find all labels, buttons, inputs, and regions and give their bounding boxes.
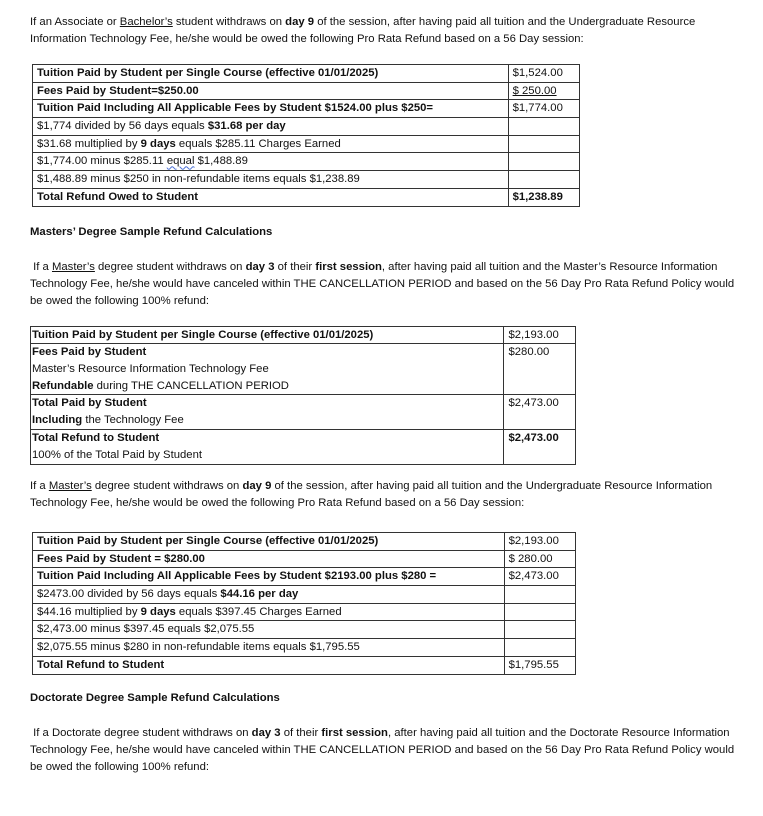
row-value [504,621,575,639]
row-value: $1,524.00 [508,65,579,83]
table-row [31,429,576,464]
row-label-bold: 9 days [140,605,176,618]
row-label-text: $1,488.89 [194,155,248,168]
row-label [33,603,505,621]
row-value: $2,193.00 [504,327,576,344]
intro-text: of the session, after having paid all tuition and the Undergraduate Resource Information Technology Fee, he/she would be owed the following Pro Rata Refund based on a 56 Day session: [30,16,696,45]
intro-text: degree student withdraws on [94,261,246,273]
row-value [504,603,575,621]
table-row [33,550,576,568]
intro-text-underlined: Master’s [51,261,95,273]
row-label-line: Fees Paid by Student [32,346,147,358]
row-label-line [32,412,497,429]
row-label-bold: 9 days [140,137,176,150]
row-label-bold: Refundable [32,379,94,392]
table-row [33,586,576,604]
row-value-text: $2,473.00 [508,431,559,444]
intro-text-bold: day 3 [245,261,275,273]
intro-text-underlined: Master’s [48,480,92,492]
row-value: $2,193.00 [504,533,575,551]
intro-text: If an Associate or [30,16,120,28]
table-row [33,135,580,153]
row-label-text: equals $397.45 Charges Earned [175,605,342,618]
row-value [508,82,579,100]
intro-text-bold: day 9 [242,480,272,492]
row-label: Tuition Paid Including All Applicable Fees by Student $2193.00 plus $280 = [33,568,505,586]
row-label [33,118,509,136]
row-label-text: $1,774 divided by 56 days equals [37,120,208,133]
row-value [504,395,576,430]
row-label [33,153,509,171]
row-label-spellcheck: equal [166,155,195,168]
row-value [504,639,575,657]
row-value-text: $280.00 [508,346,550,358]
row-value [508,171,579,189]
row-label [33,586,505,604]
table-row [31,395,576,430]
row-label: Fees Paid by Student=$250.00 [33,82,509,100]
row-label: Tuition Paid by Student per Single Course (effective 01/01/2025) [33,65,509,83]
row-label-line: Master’s Resource Information Technology Fee [32,362,269,375]
row-label: Total Refund to Student [33,656,505,674]
row-label-text: the Technology Fee [82,414,184,427]
row-label: Total Refund Owed to Student [33,188,509,206]
row-label-text: $2473.00 divided by 56 days equals [37,588,221,601]
row-value [504,586,575,604]
table-row [33,656,576,674]
table-row [33,603,576,621]
row-value [504,429,576,464]
doctorate-intro-paragraph [30,725,736,776]
row-value: $ 280.00 [504,550,575,568]
row-label-line: Total Refund to Student [32,431,160,444]
row-label [31,395,504,430]
table-row [33,171,580,189]
row-value-text: $2,473.00 [508,397,559,410]
row-value: $1,238.89 [508,188,579,206]
row-label [33,135,509,153]
row-label-text: during THE CANCELLATION PERIOD [93,379,289,392]
table-row [33,82,580,100]
row-label: Fees Paid by Student = $280.00 [33,550,505,568]
row-label-text: $31.68 multiplied by [37,137,141,150]
row-label [31,429,504,464]
masters-heading: Masters’ Degree Sample Refund Calculations [30,226,273,238]
row-value-underlined: $ 250.00 [512,84,557,97]
row-label-line: Total Paid by Student [32,397,147,410]
intro-text: , after having paid all tuition and the Master’s Resource Information Technology Fee, he/she would have canceled within THE CANCELLATION PERIOD and based on the 56 Day Pro Rata Refund Policy would be owed the following 100% refund: [30,261,735,307]
table-row [33,100,580,118]
intro-text: of their [280,727,322,739]
row-label-text: equals $285.11 Charges Earned [175,137,341,150]
row-label: $2,473.00 minus $397.45 equals $2,075.55 [33,621,505,639]
intro-text: degree student withdraws on [91,480,243,492]
table-row [33,568,576,586]
row-value: $1,774.00 [508,100,579,118]
masters-prorata-intro-paragraph [30,478,736,512]
row-label: Tuition Paid by Student per Single Course (effective 01/01/2025) [31,327,504,344]
intro-text-underlined: Bachelor’s [119,16,173,28]
table-row [31,327,576,344]
row-value [508,153,579,171]
intro-text-bold: day 3 [251,727,281,739]
table-row [33,65,580,83]
doctorate-heading: Doctorate Degree Sample Refund Calculations [30,692,280,704]
row-label [31,344,504,395]
row-label-bold: $31.68 per day [207,120,286,133]
row-label-bold: Including [32,414,83,427]
masters-cancellation-table [30,326,576,465]
intro-text: student withdraws on [172,16,286,28]
intro-text: , after having paid all tuition and the Doctorate Resource Information Technology Fee, he/she would have canceled within THE CANCELLATION PERIOD and based on the 56 Day Pro Rata Refund Policy would be owed the following 100% refund: [30,727,735,773]
table-row [33,153,580,171]
row-label-text: $1,774.00 minus $285.11 [37,155,167,168]
intro-text: of the session, after having paid all tuition and the Undergraduate Resource Information Technology Fee, he/she would be owed the following Pro Rata Refund based on a 56 Day session: [30,480,713,509]
row-value: $2,473.00 [504,568,575,586]
table-row [33,621,576,639]
table-row [33,533,576,551]
bachelor-intro-paragraph [30,14,736,48]
row-value [504,344,576,395]
table-row [33,118,580,136]
row-label: $2,075.55 minus $280 in non-refundable items equals $1,795.55 [33,639,505,657]
intro-text: If a Doctorate degree student withdraws on [33,727,252,739]
row-label-text: $44.16 multiplied by [37,605,141,618]
row-label-line: 100% of the Total Paid by Student [32,448,202,461]
row-label: Tuition Paid by Student per Single Course (effective 01/01/2025) [33,533,505,551]
intro-text: If a [33,261,52,273]
row-value [508,118,579,136]
row-value: $1,795.55 [504,656,575,674]
row-value [508,135,579,153]
bachelor-refund-table [32,64,580,207]
row-label: Tuition Paid Including All Applicable Fees by Student $1524.00 plus $250= [33,100,509,118]
table-row [33,639,576,657]
masters-intro-paragraph [30,259,736,310]
intro-text-bold: first session [315,261,382,273]
masters-prorata-table [32,532,576,675]
row-label-line [32,378,497,395]
intro-text-bold: first session [321,727,388,739]
table-row [33,188,580,206]
intro-text: of their [274,261,316,273]
table-row [31,344,576,395]
row-label: $1,488.89 minus $250 in non-refundable items equals $1,238.89 [33,171,509,189]
intro-text: If a [30,480,49,492]
row-label-bold: $44.16 per day [220,588,299,601]
intro-text-bold: day 9 [285,16,315,28]
